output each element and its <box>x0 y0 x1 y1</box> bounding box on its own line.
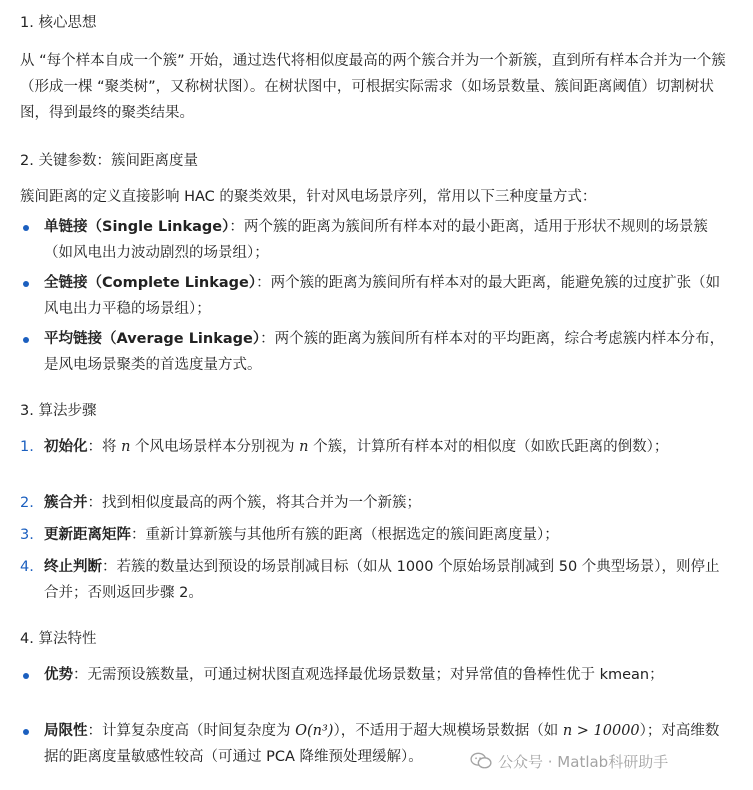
math-var-n: n <box>299 439 309 455</box>
watermark <box>470 748 740 774</box>
step-text-post: 个簇，计算所有样本对的相似度（如欧氏距离的倒数）； <box>308 439 669 455</box>
feature-text-pre: ：计算复杂度高（时间复杂度为 <box>87 723 296 739</box>
bullet-dot <box>20 270 38 296</box>
feature-term: 优势 <box>44 667 73 683</box>
step-number: 1. <box>20 439 34 455</box>
section-heading-2: 2. 关键参数：簇间距离度量 <box>20 153 198 169</box>
item-text: ：两个簇的距离为簇间所有样本对的最小距离，适用于形状不规则的场景簇（如风电出力波动剧烈的场景组）； <box>44 219 708 261</box>
core-idea-paragraph: 从 “每个样本自成一个簇” 开始，通过迭代将相似度最高的两个簇合并为一个新簇，直到所有样本合并为一个簇（形成一棵 “聚类树”，又称树状图）。在树状图中，可根据实际需求（如场景数量、簇间距离阈值）切割树状图，得到最终的聚类结果。 <box>20 53 726 121</box>
wechat-icon <box>470 752 492 770</box>
step-term: 簇合并 <box>44 495 88 511</box>
feature-text: ：无需预设簇数量，可通过树状图直观选择最优场景数量；对异常值的鲁棒性优于 kmean； <box>73 667 664 683</box>
step-text: ：找到相似度最高的两个簇，将其合并为一个新簇； <box>87 495 421 511</box>
item-term: 单链接（Single Linkage） <box>44 219 230 235</box>
item-term: 全链接（Complete Linkage） <box>44 275 257 291</box>
step-term: 更新距离矩阵 <box>44 527 131 543</box>
step-number: 4. <box>20 559 34 575</box>
item-text: ：两个簇的距离为簇间所有样本对的最大距离，能避免簇的过度扩张（如风电出力平稳的场景组）； <box>44 275 721 317</box>
section-heading-1: 1. 核心思想 <box>20 15 97 31</box>
bullet-dot <box>20 214 38 240</box>
feature-term: 局限性 <box>44 723 88 739</box>
math-var-n: n <box>121 439 131 455</box>
step-text: ：重新计算新簇与其他所有簇的距离（根据选定的簇间距离度量）； <box>131 527 559 543</box>
item-text: ：两个簇的距离为簇间所有样本对的平均距离，综合考虑簇内样本分布，是风电场景聚类的首选度量方式。 <box>44 331 725 373</box>
step-term: 终止判断 <box>44 559 102 575</box>
step-number: 3. <box>20 527 34 543</box>
section-heading-4: 4. 算法特性 <box>20 631 97 647</box>
step-text: ：若簇的数量达到预设的场景削减目标（如从 1000 个原始场景削减到 50 个典型场景），则停止合并；否则返回步骤 2。 <box>44 559 720 601</box>
math-complexity: O(n³) <box>295 723 334 739</box>
step-number: 2. <box>20 495 34 511</box>
bullet-dot <box>20 662 38 688</box>
watermark-text: 公众号 · Matlab科研助手 <box>498 752 669 771</box>
distance-intro-paragraph: 簇间距离的定义直接影响 HAC 的聚类效果，针对风电场景序列，常用以下三种度量方式： <box>20 189 597 205</box>
step-term: 初始化 <box>44 439 88 455</box>
step-text-pre: ：将 <box>87 439 122 455</box>
feature-text-post: ）；对高维数据的距离度量敏感性较高（可通过 PCA 降维预处理缓解）。 <box>44 723 720 765</box>
step-text-mid: 个风电场景样本分别视为 <box>130 439 300 455</box>
math-threshold: n > 10000 <box>562 723 640 739</box>
bullet-dot <box>20 718 38 744</box>
item-term: 平均链接（Average Linkage） <box>44 331 261 347</box>
feature-text-mid: ），不适用于超大规模场景数据（如 <box>333 723 563 739</box>
bullet-dot <box>20 326 38 352</box>
section-heading-3: 3. 算法步骤 <box>20 403 97 419</box>
